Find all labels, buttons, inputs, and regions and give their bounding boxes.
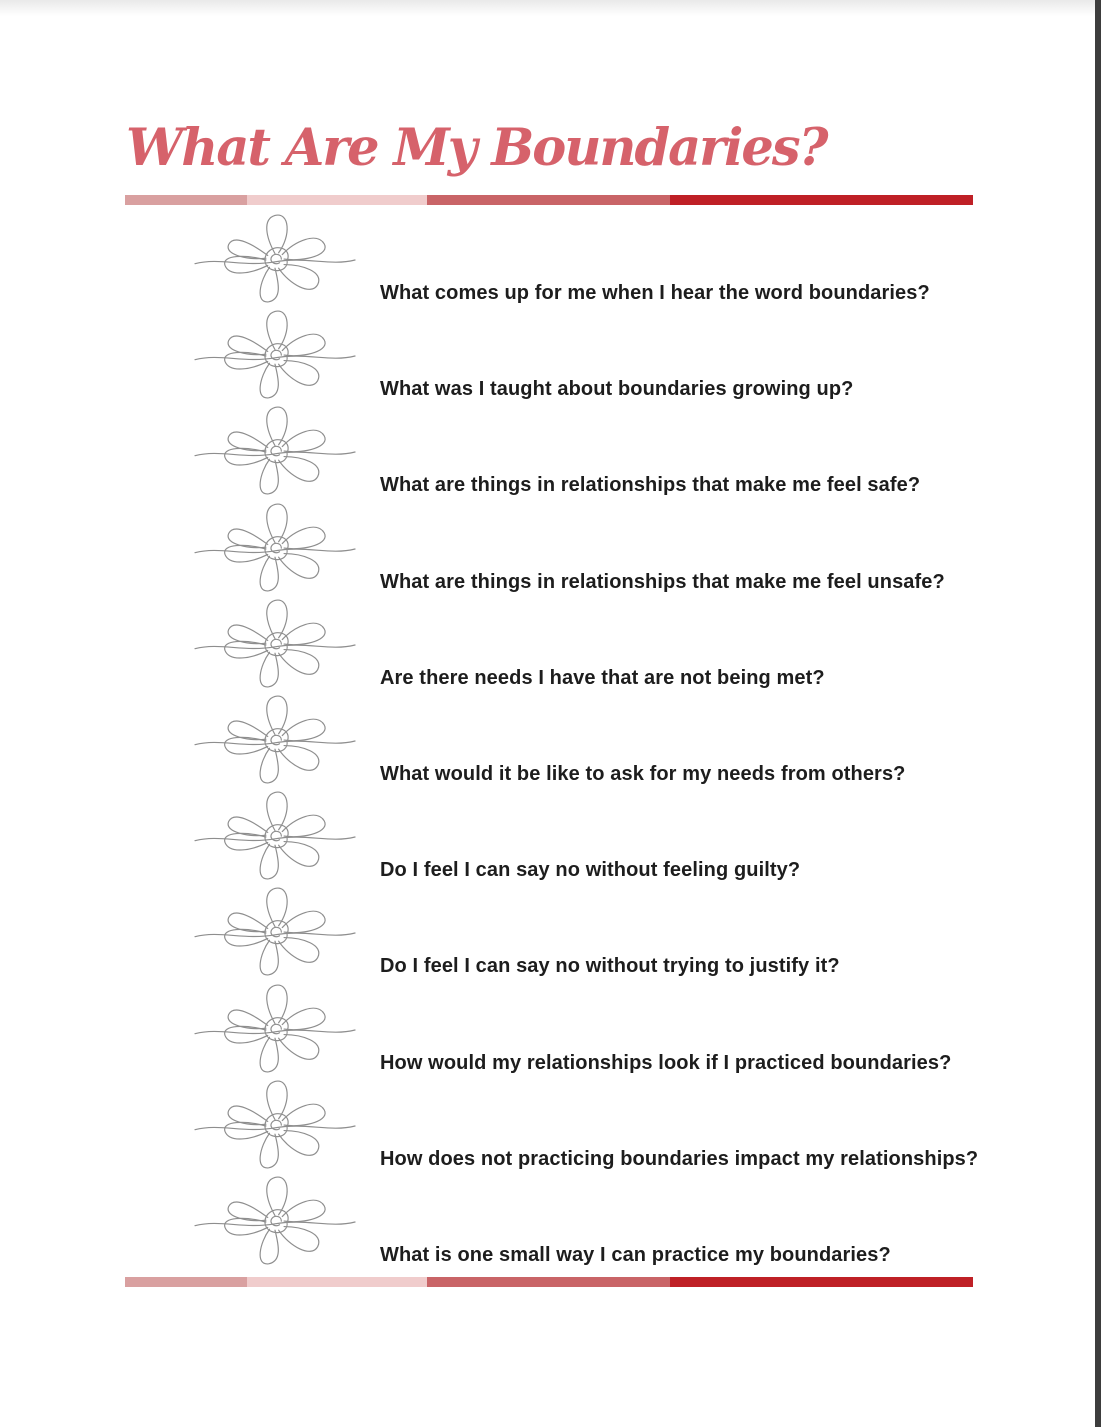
- worksheet-row: [0, 210, 1101, 306]
- accent-bar-segment: [670, 1277, 973, 1287]
- worksheet-row: [0, 402, 1101, 498]
- questions-list: [0, 210, 1101, 1268]
- flower-line-art-icon: [190, 1076, 360, 1176]
- flower-line-art-icon: [190, 883, 360, 983]
- worksheet-row: [0, 980, 1101, 1076]
- question-label: How does not practicing boundaries impact my relationships?: [380, 1147, 979, 1170]
- worksheet-row: [0, 691, 1101, 787]
- question-label: Are there needs I have that are not being met?: [380, 666, 825, 689]
- question-label: What would it be like to ask for my needs from others?: [380, 762, 906, 785]
- page-title: What Are My Boundaries?: [126, 118, 827, 178]
- question-label: What was I taught about boundaries growing up?: [380, 378, 854, 401]
- worksheet-row: [0, 1076, 1101, 1172]
- question-label: What comes up for me when I hear the word boundaries?: [380, 282, 930, 304]
- question-label: What are things in relationships that make me feel safe?: [380, 474, 921, 497]
- accent-bar-segment: [247, 195, 427, 205]
- worksheet-row: [0, 787, 1101, 883]
- worksheet-row: [0, 306, 1101, 402]
- accent-bar-segment: [247, 1277, 427, 1287]
- flower-line-art-icon: [190, 210, 360, 310]
- flower-line-art-icon: [190, 1172, 360, 1272]
- accent-bar-segment: [125, 1277, 247, 1287]
- flower-line-art-icon: [190, 691, 360, 791]
- accent-bar-segment: [427, 1277, 670, 1287]
- worksheet-row: [0, 1172, 1101, 1268]
- worksheet-row: [0, 595, 1101, 691]
- flower-line-art-icon: [190, 402, 360, 502]
- flower-line-art-icon: [190, 787, 360, 887]
- flower-line-art-icon: [190, 595, 360, 695]
- accent-bar-segment: [427, 195, 670, 205]
- worksheet-row: [0, 883, 1101, 979]
- question-label: What is one small way I can practice my boundaries?: [380, 1243, 891, 1266]
- flower-line-art-icon: [190, 306, 360, 406]
- question-label: What are things in relationships that make me feel unsafe?: [380, 570, 945, 593]
- accent-bar-bottom: [125, 1277, 973, 1287]
- question-label: Do I feel I can say no without trying to justify it?: [380, 955, 840, 978]
- page-top-shadow: [0, 0, 1101, 16]
- accent-bar-segment: [670, 195, 973, 205]
- accent-bar-segment: [125, 195, 247, 205]
- question-label: Do I feel I can say no without feeling guilty?: [380, 859, 801, 882]
- flower-line-art-icon: [190, 980, 360, 1080]
- flower-line-art-icon: [190, 499, 360, 599]
- question-label: How would my relationships look if I practiced boundaries?: [380, 1051, 952, 1074]
- accent-bar-top: [125, 195, 973, 205]
- worksheet-row: [0, 499, 1101, 595]
